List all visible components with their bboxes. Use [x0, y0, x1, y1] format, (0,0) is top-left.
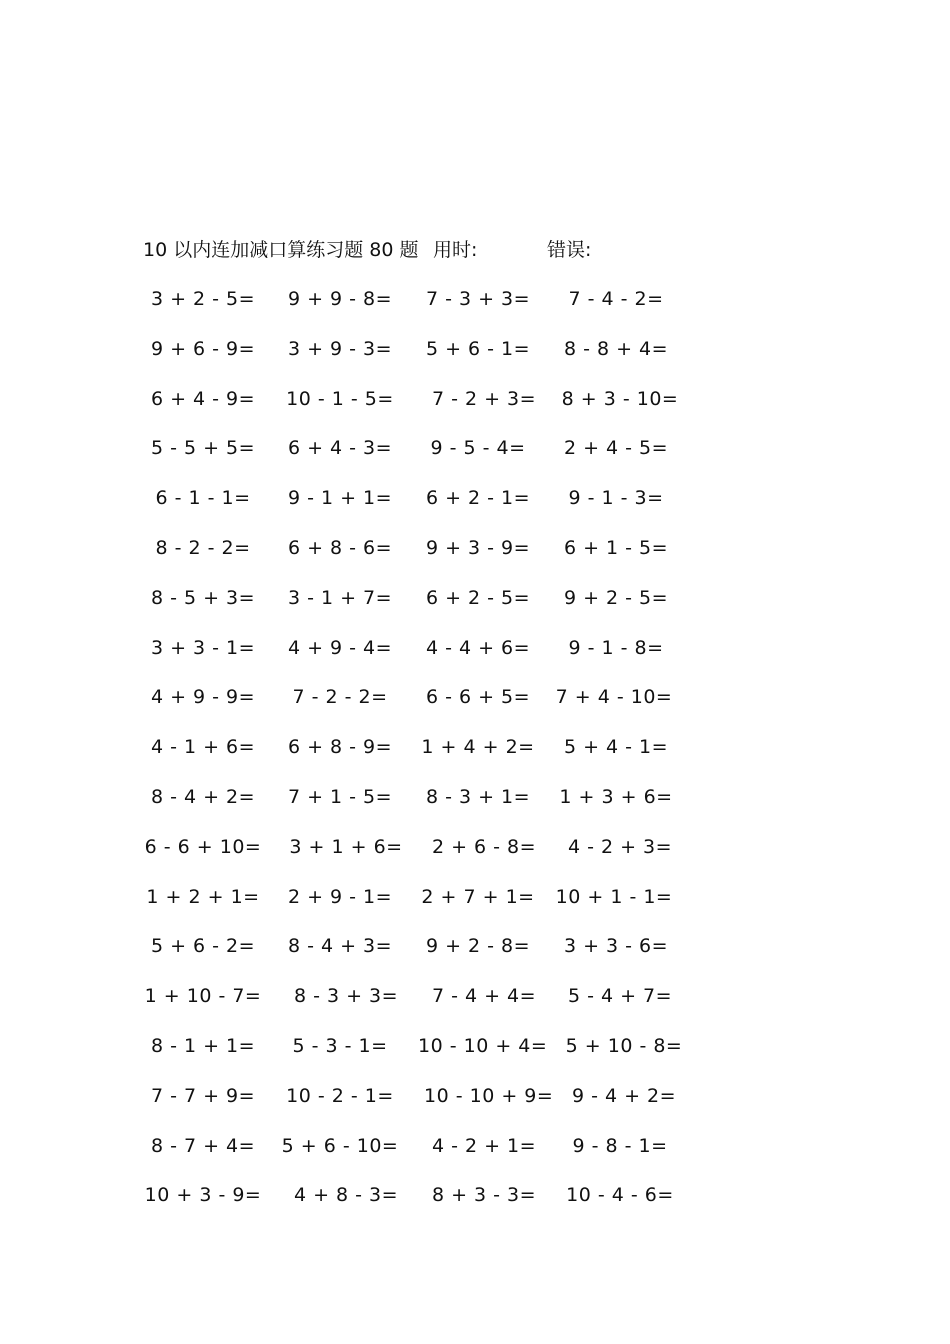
problem-item: 3 + 3 - 6= [563, 935, 669, 958]
problem-item: 6 + 8 - 9= [287, 736, 393, 759]
problem-row [0, 434, 950, 484]
problem-item: 10 - 2 - 1= [286, 1084, 394, 1107]
problem-item: 9 - 1 + 1= [287, 487, 393, 510]
problem-item: 5 - 4 + 7= [567, 985, 673, 1008]
problem-item: 8 - 2 - 2= [155, 536, 251, 559]
problem-item: 6 + 1 - 5= [563, 536, 669, 559]
problem-row [0, 385, 950, 435]
problem-row [0, 634, 950, 684]
problem-row [0, 1082, 950, 1132]
problem-item: 7 - 3 + 3= [425, 288, 531, 310]
problem-item: 6 + 4 - 3= [287, 437, 393, 460]
time-used-label: 用时: [433, 239, 478, 261]
problem-row [0, 683, 950, 733]
problem-item: 8 - 5 + 3= [150, 586, 256, 609]
problem-item: 4 - 2 + 3= [567, 835, 673, 858]
problem-item: 5 - 5 + 5= [150, 437, 256, 460]
problem-item: 6 - 6 + 10= [144, 835, 262, 858]
problem-item: 5 - 3 - 1= [292, 1034, 388, 1057]
problem-item: 5 + 4 - 1= [563, 736, 669, 759]
problem-item: 7 - 2 - 2= [292, 686, 388, 709]
worksheet-title: 10 以内连加减口算练习题 80 题 [143, 239, 419, 261]
problem-item: 4 + 9 - 9= [150, 686, 256, 709]
problem-row [0, 932, 950, 982]
problem-item: 8 - 4 + 3= [287, 935, 393, 958]
problem-item: 8 - 1 + 1= [150, 1034, 256, 1057]
problem-row [0, 833, 950, 883]
problem-row [0, 285, 950, 335]
problem-row [0, 883, 950, 933]
problem-item: 7 - 4 + 4= [431, 985, 537, 1008]
problem-item: 4 - 4 + 6= [425, 636, 531, 659]
problem-item: 2 + 9 - 1= [287, 885, 393, 908]
problem-item: 10 + 1 - 1= [555, 885, 673, 908]
problem-row [0, 1132, 950, 1182]
problem-item: 3 + 1 + 6= [289, 835, 403, 858]
problem-row [0, 484, 950, 534]
problem-item: 5 + 10 - 8= [565, 1034, 683, 1057]
problem-row [0, 1032, 950, 1082]
problem-item: 10 - 10 + 4= [418, 1034, 548, 1057]
problem-item: 10 - 1 - 5= [286, 387, 394, 410]
problem-item: 6 + 8 - 6= [287, 536, 393, 559]
problem-item: 9 + 2 - 5= [563, 586, 669, 609]
problem-item: 8 + 3 - 3= [431, 1184, 537, 1207]
problem-item: 9 - 5 - 4= [430, 437, 526, 460]
problem-item: 5 + 6 - 1= [425, 337, 531, 360]
problem-item: 7 + 4 - 10= [555, 686, 673, 709]
problem-item: 6 + 2 - 1= [425, 487, 531, 510]
problem-item: 10 + 3 - 9= [144, 1184, 262, 1207]
problem-item: 8 - 4 + 2= [150, 785, 256, 808]
problem-item: 8 - 3 + 1= [425, 785, 531, 808]
problem-item: 3 + 9 - 3= [287, 337, 393, 360]
problem-item: 9 + 9 - 8= [287, 288, 393, 310]
problem-item: 8 - 7 + 4= [150, 1134, 256, 1157]
problem-item: 2 + 6 - 8= [431, 835, 537, 858]
problem-item: 9 + 6 - 9= [150, 337, 256, 360]
errors-label: 错误: [547, 239, 592, 261]
problem-item: 1 + 2 + 1= [146, 885, 260, 908]
problem-item: 4 - 2 + 1= [431, 1134, 537, 1157]
problem-item: 4 + 8 - 3= [293, 1184, 399, 1207]
problem-row [0, 534, 950, 584]
problem-item: 9 + 2 - 8= [425, 935, 531, 958]
worksheet-header [143, 236, 743, 264]
problem-item: 1 + 4 + 2= [421, 736, 535, 759]
problem-item: 7 - 4 - 2= [568, 288, 664, 310]
problem-item: 6 + 4 - 9= [150, 387, 256, 410]
problem-item: 9 - 8 - 1= [572, 1134, 668, 1157]
problem-item: 7 + 1 - 5= [287, 785, 393, 808]
problem-item: 10 - 10 + 9= [424, 1084, 554, 1107]
problem-row [0, 982, 950, 1032]
problem-row [0, 335, 950, 385]
problem-item: 7 - 2 + 3= [431, 387, 537, 410]
problem-row [0, 584, 950, 634]
problem-item: 6 - 1 - 1= [155, 487, 251, 510]
problem-item: 5 + 6 - 10= [281, 1134, 399, 1157]
problem-row [0, 733, 950, 783]
problem-row [0, 783, 950, 833]
problem-item: 2 + 4 - 5= [563, 437, 669, 460]
problem-item: 8 - 3 + 3= [293, 985, 399, 1008]
problem-item: 7 - 7 + 9= [150, 1084, 256, 1107]
problem-item: 9 - 4 + 2= [571, 1084, 677, 1107]
problem-item: 3 + 3 - 1= [150, 636, 256, 659]
problem-item: 6 + 2 - 5= [425, 586, 531, 609]
problem-item: 3 - 1 + 7= [287, 586, 393, 609]
problem-item: 1 + 10 - 7= [144, 985, 262, 1008]
problem-item: 4 + 9 - 4= [287, 636, 393, 659]
problem-grid [0, 285, 950, 1231]
problem-row [0, 1181, 950, 1231]
problem-item: 3 + 2 - 5= [150, 288, 256, 310]
problem-item: 5 + 6 - 2= [150, 935, 256, 958]
problem-item: 2 + 7 + 1= [421, 885, 535, 908]
problem-item: 8 + 3 - 10= [561, 387, 679, 410]
problem-item: 8 - 8 + 4= [563, 337, 669, 360]
problem-item: 4 - 1 + 6= [150, 736, 256, 759]
problem-item: 1 + 3 + 6= [559, 785, 673, 808]
problem-item: 9 + 3 - 9= [425, 536, 531, 559]
problem-item: 6 - 6 + 5= [425, 686, 531, 709]
problem-item: 9 - 1 - 3= [568, 487, 664, 510]
problem-item: 10 - 4 - 6= [566, 1184, 674, 1207]
problem-item: 9 - 1 - 8= [568, 636, 664, 659]
